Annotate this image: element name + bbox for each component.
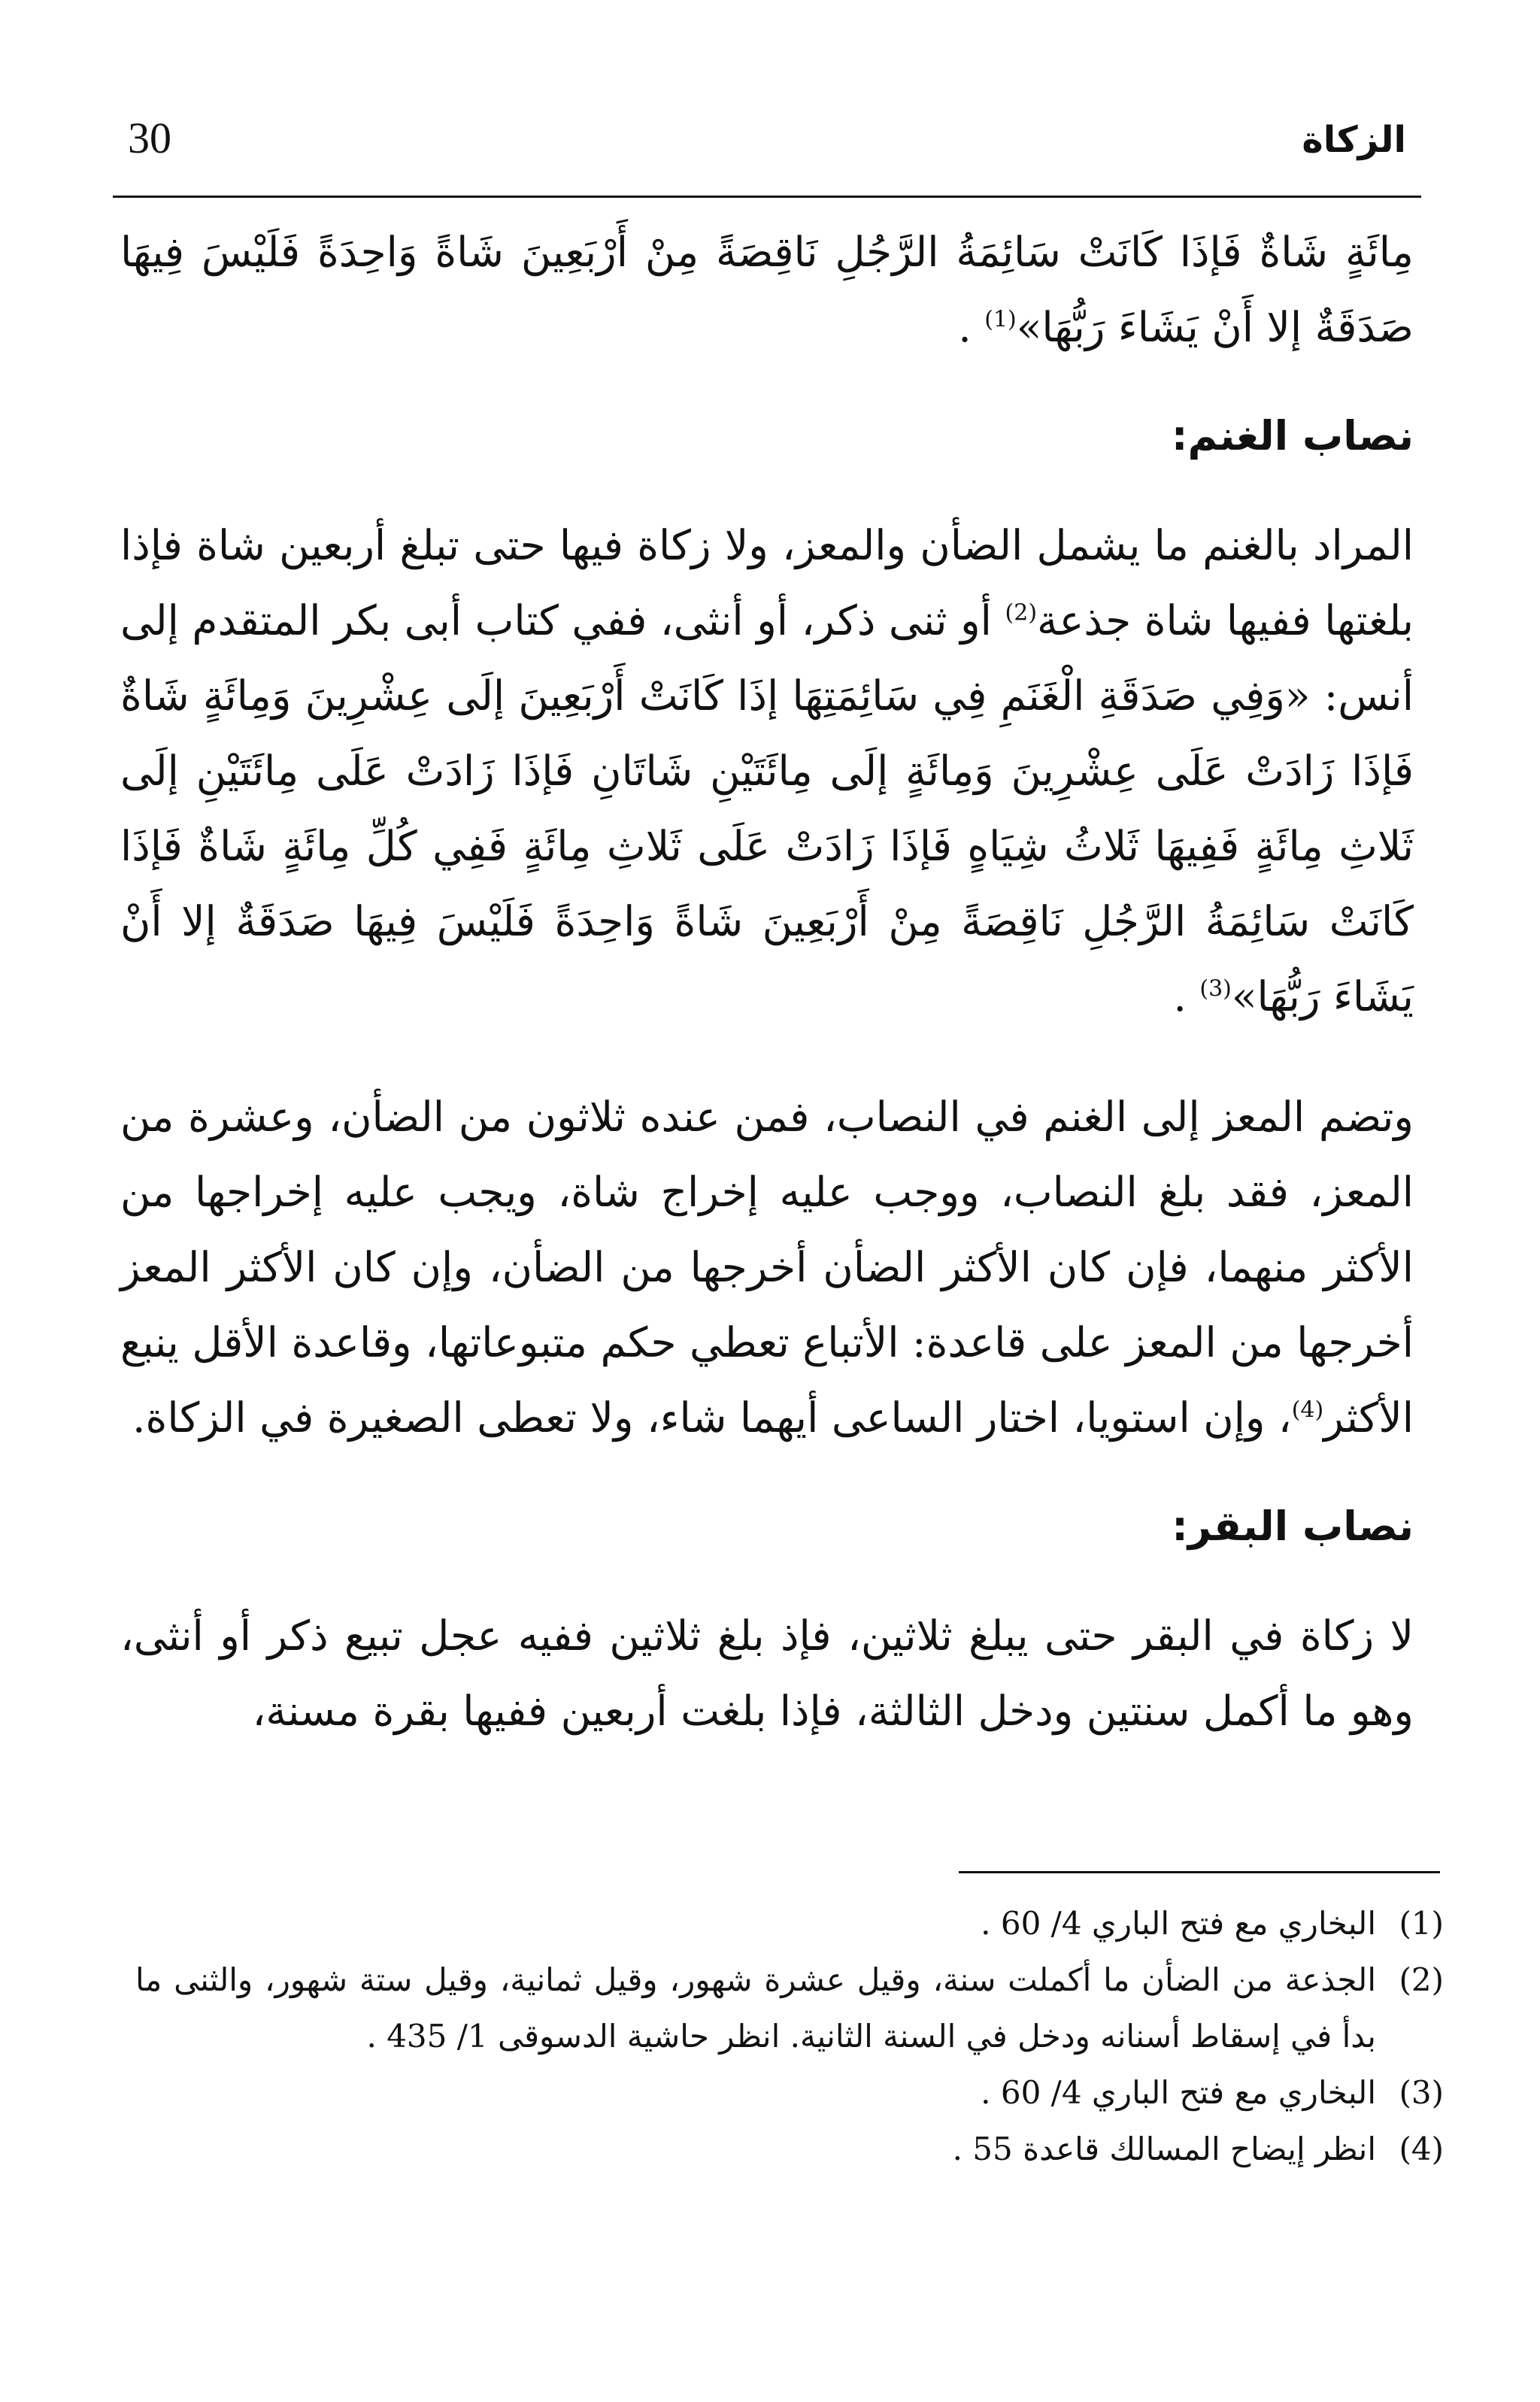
footnote-item: [135, 1952, 1444, 2064]
paragraph-text: .: [1173, 972, 1200, 1021]
paragraph-text: أو ثنى ذكر، أو أنثى، ففي كتاب أبى بكر المتقدم إلى أنس: «وَفِي صَدَقَةِ الْغَنَمِ فِي سَائِمَتِهَا إذَا كَانَتْ أَرْبَعِينَ إلَى عِشْرِينَ وَمِائَةٍ شَاةٌ فَإذَا زَادَتْ عَلَى عِشْرِينَ وَمِائَةٍ إلَى مِائَتَيْنِ شَاتَانِ فَإذَا زَادَتْ عَلَى مِائَتَيْنِ إلَى ثَلاثِ مِائَةٍ فَفِيهَا ثَلاثُ شِيَاهٍ فَإذَا زَادَتْ عَلَى ثَلاثِ مِائَةٍ فَفِي كُلِّ مِائَةٍ شَاةٌ فَإذَا كَانَتْ سَائِمَةُ الرَّجُلِ نَاقِصَةً مِنْ أَرْبَعِينَ شَاةً وَاحِدَةً فَلَيْسَ فِيهَا صَدَقَةٌ إلا أَنْ يَشَاءَ رَبُّهَا»: [120, 596, 1414, 1021]
paragraph-text: المراد بالغنم ما يشمل الضأن والمعز، ولا زكاة فيها حتى تبلغ أربعين شاة فإذا بلغتها ففيها شاة جذعة: [120, 521, 1414, 644]
footnote-ref: (4): [1291, 1397, 1324, 1424]
footnote-item: [135, 1895, 1444, 1952]
paragraph-cattle-nisab: لا زكاة في البقر حتى يبلغ ثلاثين، فإذ بلغ ثلاثين ففيه عجل تبيع ذكر أو أنثى، وهو ما أكمل سنتين ودخل الثالثة، فإذا بلغت أربعين ففيها بقرة مسنة،: [120, 1612, 1414, 1735]
paragraph-text: .: [958, 303, 985, 351]
footnote-ref: (3): [1199, 975, 1232, 1002]
footnote-text: انظر إيضاح المسالك قاعدة 55 .: [952, 2131, 1376, 2167]
footnote-ref: (2): [1005, 599, 1038, 626]
footnote-ref: (1): [984, 306, 1017, 333]
footnote-item: [135, 2121, 1444, 2177]
paragraph-text: وتضم المعز إلى الغنم في النصاب، فمن عنده ثلاثون من الضأن، وعشرة من المعز، فقد بلغ النصاب، ووجب عليه إخراج شاة، ويجب عليه إخراجها من الأكثر منهما، فإن كان الأكثر الضأن أخرجها من الضأن، وإن كان الأكثر المعز أخرجها من المعز على قاعدة: الأتباع تعطي حكم متبوعاتها، وقاعدة الأقل ينبع الأكثر: [120, 1093, 1414, 1442]
footnotes: [135, 1895, 1444, 2177]
page-header: [113, 113, 1421, 198]
paragraph-hadith-continuation: [120, 214, 1414, 365]
paragraph-text: مِائَةٍ شَاةٌ فَإذَا كَانَتْ سَائِمَةُ الرَّجُلِ نَاقِصَةً مِنْ أَرْبَعِينَ شَاةً وَاحِدَةً فَلَيْسَ فِيهَا صَدَقَةٌ إلا أَنْ يَشَاءَ رَبُّهَا»: [120, 228, 1414, 351]
section-heading-sheep: نصاب الغنم:: [1171, 412, 1414, 459]
main-text: [120, 214, 1414, 1748]
paragraph-goats-combined: [120, 1079, 1414, 1455]
footnote-text: الجذعة من الضأن ما أكملت سنة، وقيل عشرة شهور، وقيل ثمانية، وقيل ستة شهور، والثنى ما بدأ في إسقاط أسنانه ودخل في السنة الثانية. انظر حاشية الدسوقى 1/ 435 .: [135, 1961, 1376, 2055]
paragraph-text: ، وإن استويا، اختار الساعى أيهما شاء، ولا تعطى الصغيرة في الزكاة.: [132, 1394, 1292, 1442]
page-number: 30: [128, 114, 171, 162]
running-title: الزكاة: [1302, 119, 1406, 161]
footnote-item: [135, 2064, 1444, 2121]
footnote-number: (3): [1399, 2074, 1444, 2111]
footnote-text: البخاري مع فتح الباري 4/ 60 .: [981, 1905, 1376, 1942]
paragraph-sheep-nisab: [120, 508, 1414, 1034]
footnote-number: (4): [1399, 2131, 1444, 2167]
footnote-divider: [959, 1871, 1440, 1873]
footnote-number: (1): [1399, 1905, 1444, 1942]
footnote-number: (2): [1399, 1961, 1444, 1998]
footnote-text: البخاري مع فتح الباري 4/ 60 .: [981, 2074, 1376, 2111]
section-heading-cattle: نصاب البقر:: [1172, 1503, 1414, 1550]
